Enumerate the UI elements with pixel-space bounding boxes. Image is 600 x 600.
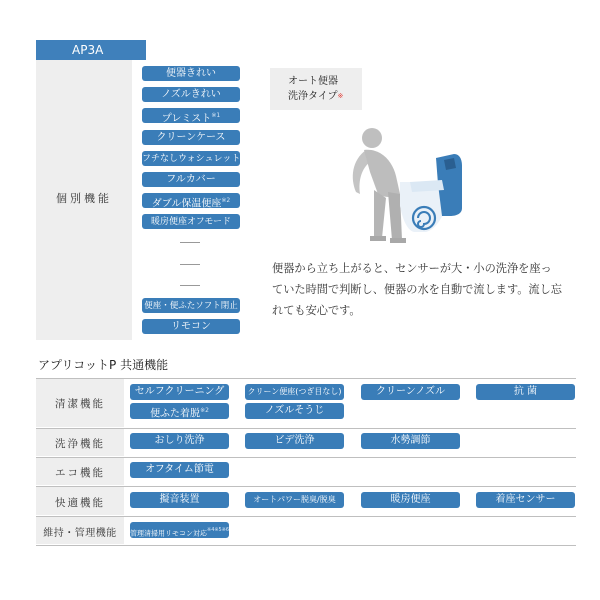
row-divider xyxy=(36,545,576,546)
empty-slot-dash xyxy=(180,285,200,286)
common-features-title: アプリコットP 共通機能 xyxy=(38,358,169,372)
feature-pill: リモコン xyxy=(142,319,240,334)
feature-pill: 擬音装置 xyxy=(130,492,229,508)
row-label-cleanliness: 清潔機能 xyxy=(55,398,105,410)
row-label-maintenance: 維持・管理機能 xyxy=(43,528,117,539)
feature-pill: 水勢調節 xyxy=(361,433,460,449)
model-tag: AP3A xyxy=(36,40,146,60)
row-label-comfort: 快適機能 xyxy=(55,497,105,509)
feature-pill: 抗 菌 xyxy=(476,384,575,400)
type-box-line1: オート便器 xyxy=(288,76,338,87)
feature-pill: クリーンノズル xyxy=(361,384,460,400)
feature-pill: 暖房便座オフモード xyxy=(142,214,240,229)
individual-label: 個別機能 xyxy=(56,192,112,205)
feature-pill: 便座・便ふたソフト閉止 xyxy=(142,298,240,313)
feature-description: 便器から立ち上がると、センサーが大・小の洗浄を座っていた時間で判断し、便器の水を自動で流します。流し忘れても安心です。 xyxy=(272,262,562,317)
feature-pill: クリーン便座(つぎ目なし) xyxy=(245,384,344,400)
feature-pill: 暖房便座 xyxy=(361,492,460,508)
toilet-user-illustration xyxy=(330,120,480,250)
feature-pill: 管理清掃用リモコン対応$^{※4※5※6}$ xyxy=(130,522,229,538)
feature-pill: オートパワー脱臭/脱臭 xyxy=(245,492,344,508)
empty-slot-dash xyxy=(180,264,200,265)
feature-pill: オフタイム節電 xyxy=(130,462,229,478)
row-label-washing: 洗浄機能 xyxy=(55,438,105,450)
feature-pill: 着座センサー xyxy=(476,492,575,508)
feature-pill: フチなしウォシュレット xyxy=(142,151,240,166)
feature-pill: ビデ洗浄 xyxy=(245,433,344,449)
type-box-line2: 洗浄タイプ xyxy=(288,91,338,102)
feature-pill: ノズルきれい xyxy=(142,87,240,102)
feature-pill: 便ふた着脱$^{※2}$ xyxy=(130,403,229,419)
feature-pill: フルカバー xyxy=(142,172,240,187)
feature-pill: セルフクリーニング xyxy=(130,384,229,400)
feature-pill: おしり洗浄 xyxy=(130,433,229,449)
auto-flush-type-box xyxy=(270,68,362,110)
feature-pill: プレミスト$^{※1}$ xyxy=(142,108,240,123)
type-box-mark: ※ xyxy=(337,92,344,100)
feature-pill: ノズルそうじ xyxy=(245,403,344,419)
empty-slot-dash xyxy=(180,242,200,243)
row-label-eco: エコ機能 xyxy=(55,467,105,479)
feature-pill: 便器きれい xyxy=(142,66,240,81)
feature-pill: クリーンケース xyxy=(142,130,240,145)
feature-pill: ダブル保温便座$^{※2}$ xyxy=(142,193,240,208)
